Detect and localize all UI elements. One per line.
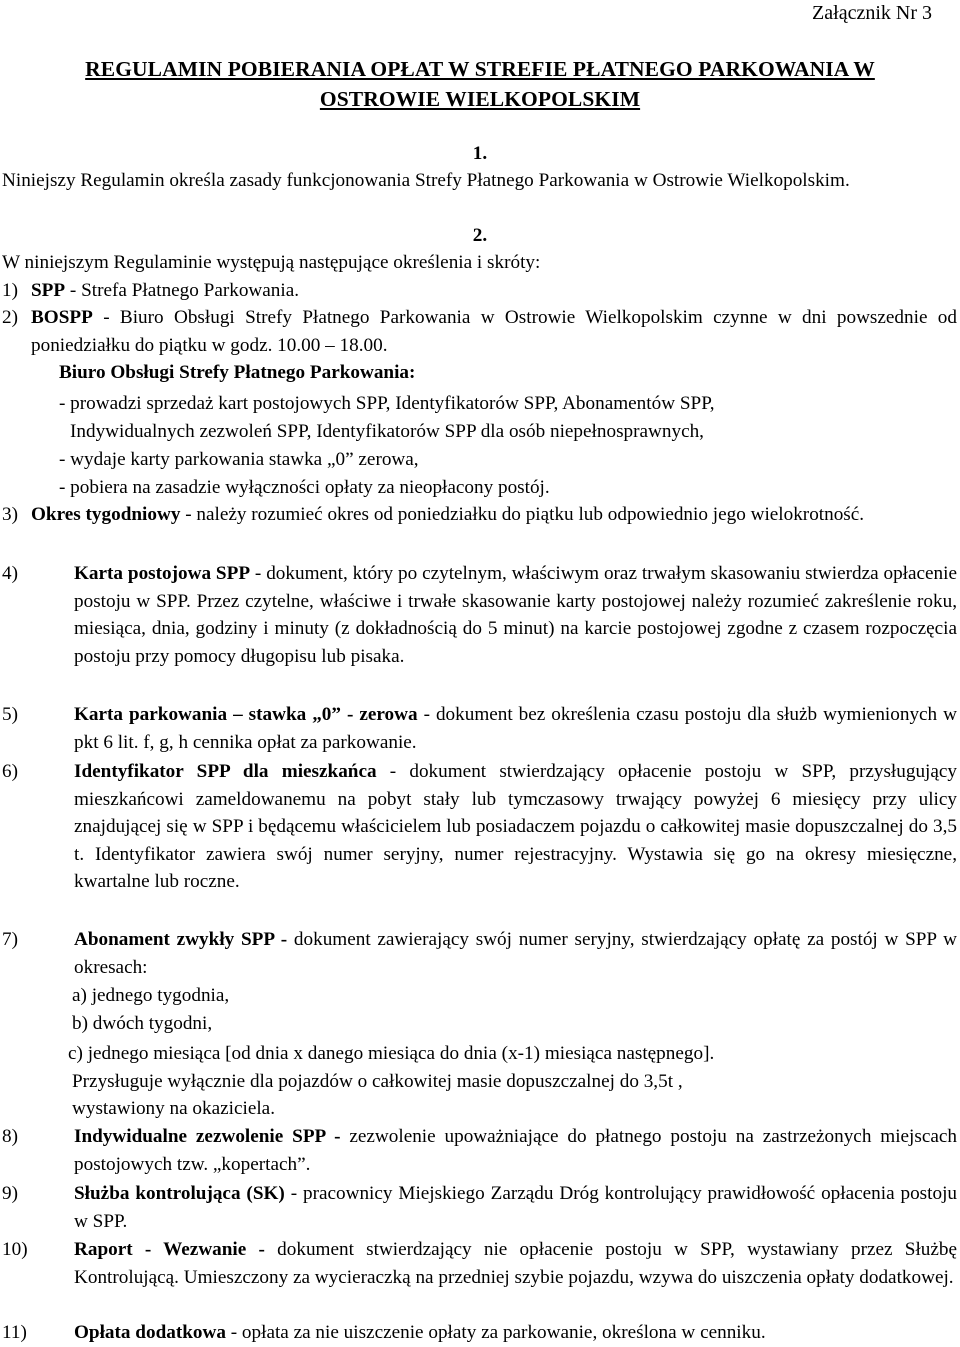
- item-term: Identyfikator SPP dla mieszkańca: [74, 761, 377, 782]
- item-definition: - dokument stwierdzający opłacenie postoju w SPP, przysługujący mieszkańcowi zameldowanemu na pobyt stały lub tymczasowy trwający powyżej 6 miesięcy przy ulicy znajdującej się w SPP i będącemu właścicielem lub posiadaczem pojazdu o całkowitej masie dopuszczalnej do 3,5 t. Identyfikator zawiera swój numer seryjny, numer rejestracyjny. Wystawia się go na okresy miesięczne, kwartalne lub roczne.: [74, 761, 957, 892]
- item-definition: - Strefa Płatnego Parkowania.: [65, 280, 300, 301]
- item-number: 10): [2, 1239, 28, 1260]
- title-line-1: REGULAMIN POBIERANIA OPŁAT W STREFIE PŁATNEGO PARKOWANIA W: [85, 57, 875, 81]
- annex-label: Załącznik Nr 3: [812, 2, 932, 24]
- document-title: [0, 54, 960, 114]
- item-definition: - dokument, który po czytelnym, właściwym oraz trwałym skasowaniu stwierdza opłacenie postoju w SPP. Przez czytelne, właściwe i trwałe skasowanie karty postojowej należy rozumieć zakreślenie roku, miesiąca, dnia, godziny i minuty (z dokładnością do 5 minut) na karcie postojowej zgodne z czasem rozpoczęcia postoju przy pomocy długopisu lub pisaka.: [74, 563, 957, 667]
- item-definition: - pracownicy Miejskiego Zarządu Dróg kontrolujący prawidłowość opłacenia postoju w SPP.: [74, 1183, 958, 1232]
- item-term: Służba kontrolująca (SK): [74, 1183, 285, 1204]
- section-1-text: Niniejszy Regulamin określa zasady funkcjonowania Strefy Płatnego Parkowania w Ostrowie Wielkopolskim.: [2, 170, 850, 191]
- item-number: 2): [2, 307, 18, 328]
- item-definition: dokument zawierający swój numer seryjny, stwierdzający opłatę za postój w SPP w okresach:: [74, 929, 957, 978]
- abonament-period: c) jednego miesiąca [od dnia x danego miesiąca do dnia (x-1) miesiąca następnego].: [68, 1043, 715, 1064]
- item-number: 3): [2, 504, 18, 525]
- item-term: Raport - Wezwanie -: [74, 1239, 265, 1260]
- item-number: 4): [2, 563, 18, 584]
- item-term: Abonament zwykły SPP -: [74, 929, 288, 950]
- bospp-duty: - prowadzi sprzedaż kart postojowych SPP, Identyfikatorów SPP, Abonamentów SPP,: [59, 393, 715, 414]
- section-2-number: 2.: [472, 225, 488, 246]
- item-number: 5): [2, 704, 18, 725]
- item-number: 9): [2, 1183, 18, 1204]
- item-number: 8): [2, 1126, 18, 1147]
- abonament-period: b) dwóch tygodni,: [72, 1013, 213, 1034]
- item-term: Opłata dodatkowa: [74, 1322, 226, 1343]
- item-definition: - Biuro Obsługi Strefy Płatnego Parkowania w Ostrowie Wielkopolskim czynne w dni powszednie od poniedziałku do piątku w godz. 10.00 – 18.00.: [31, 307, 957, 356]
- item-term: BOSPP: [31, 307, 93, 328]
- abonament-period: a) jednego tygodnia,: [72, 985, 230, 1006]
- abonament-note: Przysługuje wyłącznie dla pojazdów o całkowitej masie dopuszczalnej do 3,5t ,: [72, 1071, 683, 1092]
- item-definition: - należy rozumieć okres od poniedziałku do piątku lub odpowiednio jego wielokrotność.: [180, 504, 865, 525]
- bospp-duty: Indywidualnych zezwoleń SPP, Identyfikatorów SPP dla osób niepełnosprawnych,: [70, 421, 704, 442]
- bospp-duty: - wydaje karty parkowania stawka „0” zerowa,: [59, 449, 419, 470]
- item-term: Karta parkowania – stawka „0” - zerowa: [74, 704, 418, 725]
- item-number: 6): [2, 761, 18, 782]
- title-line-2: OSTROWIE WIELKOPOLSKIM: [319, 87, 641, 111]
- item-term: Karta postojowa SPP: [74, 563, 251, 584]
- item-number: 11): [2, 1322, 27, 1343]
- item-number: 7): [2, 929, 18, 950]
- item-definition: - opłata za nie uiszczenie opłaty za parkowanie, określona w cenniku.: [225, 1322, 766, 1343]
- item-term: SPP: [31, 280, 66, 301]
- item-number: 1): [2, 280, 18, 301]
- item-term: Indywidualne zezwolenie SPP -: [74, 1126, 341, 1147]
- abonament-note: wystawiony na okaziciela.: [72, 1098, 275, 1119]
- item-term: Okres tygodniowy: [31, 504, 181, 525]
- section-1-number: 1.: [472, 143, 488, 164]
- item-definition: dokument stwierdzający nie opłacenie postoju w SPP, wystawiany przez Służbę Kontrolującą. Umieszczony za wycieraczką na przedniej szybie pojazdu, wzywa do uiszczenia opłaty dodatkowej.: [74, 1239, 957, 1288]
- bospp-duty: - pobiera na zasadzie wyłączności opłaty za nieopłacony postój.: [59, 477, 550, 498]
- section-2-intro: W niniejszym Regulaminie występują następujące określenia i skróty:: [2, 252, 541, 273]
- item-definition: zezwolenie upoważniające do płatnego postoju na zastrzeżonych miejscach postojowych tzw. „kopertach”.: [74, 1126, 957, 1175]
- item-definition: - dokument bez określenia czasu postoju dla służb wymienionych w pkt 6 lit. f, g, h cennika opłat za parkowanie.: [74, 704, 957, 753]
- bospp-heading: Biuro Obsługi Strefy Płatnego Parkowania:: [59, 362, 416, 383]
